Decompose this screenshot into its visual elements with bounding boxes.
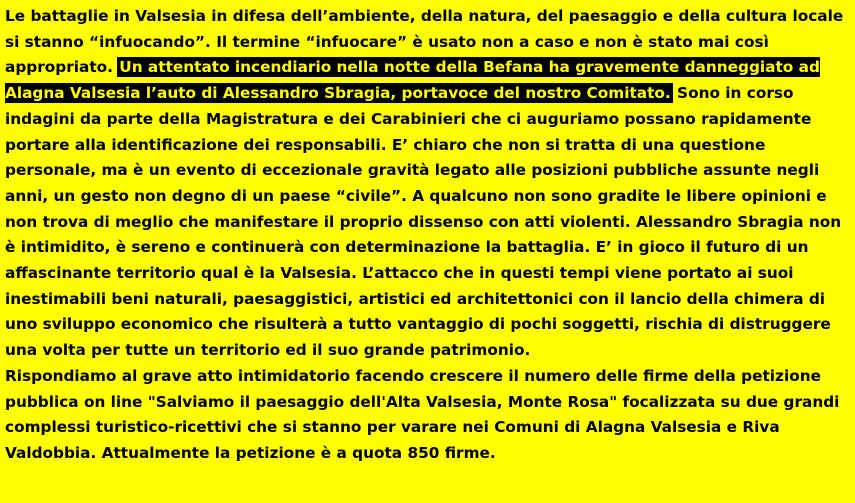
paragraph-1-body: Sono in corso indagini da parte della Magistratura e dei Carabinieri che ci auguriamo possano rapidamente portare alla identificazione dei responsabili. E’ chiaro che non si tratta di una questione personale, ma è un evento di eccezionale gravità legato alle posizioni pubbliche assunte negli anni, un gesto non degno di un paese “civile”. A qualcuno non sono gradite le libere opinioni e non trova di meglio che manifestare il proprio dissenso con atti violenti. Alessandro Sbragia non è intimidito, è sereno e continuerà con determinazione la battaglia. E’ in gioco il futuro di un affascinante territorio qual è la Valsesia. L’attacco che in questi tempi viene portato ai suoi inestimabili beni naturali, paesaggistici, artistici ed architettonici con il lancio della chimera di uno sviluppo economico che risulterà a tutto vantaggio di pochi soggetti, rischia di distruggere una volta per tutte un territorio ed il suo grande patrimonio. [5, 84, 842, 360]
article-text [5, 4, 851, 467]
paragraph-1-intro: Le battaglie in Valsesia in difesa dell’ambiente, della natura, del paesaggio e della cultura locale si stanno “infuocando”. Il termine “infuocare” è usato non a caso e non è stato mai così appropriato. [5, 7, 844, 77]
paragraph-2: Rispondiamo al grave atto intimidatorio facendo crescere il numero delle firme della petizione pubblica on line "Salviamo il paesaggio dell'Alta Valsesia, Monte Rosa" focalizzata su due grandi complessi turistico-ricettivi che si stanno per varare nei Comuni di Alagna Valsesia e Riva Valdobbia. Attualmente la petizione è a quota 850 firme. [5, 366, 840, 462]
highlighted-sentence: Un attentato incendiario nella notte della Befana ha gravemente danneggiato ad Alagna Valsesia l’auto di Alessandro Sbragia, portavoce del nostro Comitato. [5, 58, 820, 103]
